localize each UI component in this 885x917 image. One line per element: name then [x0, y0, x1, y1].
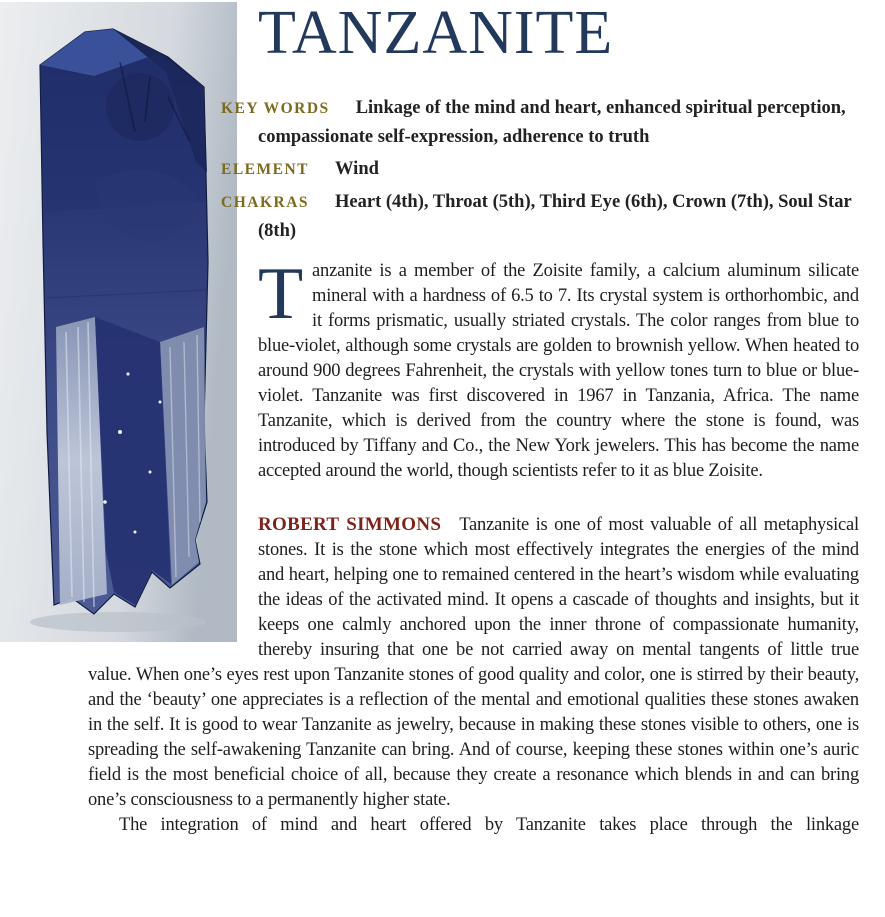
element-value: Wind	[335, 159, 379, 179]
key-words-value: Linkage of the mind and heart, enhanced spiritual perception, compassionate self-expression, adherence to truth	[258, 98, 846, 147]
key-words-label: KEY WORDS	[221, 100, 330, 117]
author-name-label: ROBERT SIMMONS	[258, 514, 442, 535]
book-page-tanzanite	[0, 2, 885, 917]
chakras-label: CHAKRAS	[221, 194, 310, 211]
chakras-value: Heart (4th), Throat (5th), Third Eye (6th), Crown (7th), Soul Star (8th)	[258, 192, 852, 241]
page	[0, 2, 885, 917]
author-text: Tanzanite is one of most valuable of all metaphysical stones. It is the stone which most effectively integrates the energies of the mind and heart, helping one to remained centered in the heart’s wisdom while evaluating the ideas of the activated mind. It opens a cascade of thoughts and insights, but it keeps one calmly anchored upon the inner throne of compassionate humanity, thereby insuring that one be not carried away on mental tangents of little true value. When one’s eyes rest upon Tanzanite stones of good quality and color, one is stirred by their beauty, and the ‘beauty’ one appreciates is a reflection of the mental and emotional qualities these stones awaken in the self. It is good to wear Tanzanite as jewelry, because in making these stones visible to others, one is spreading the self-awakening Tanzanite can bring. And of course, keeping these stones within one’s auric field is the most beneficial choice of all, because they create a resonance which blends in and can bring one’s consciousness to a permanently higher state.	[88, 515, 859, 810]
crystal-photo-illustration	[0, 2, 237, 642]
closing-paragraph: The integration of mind and heart offered by Tanzanite takes place through the linkage	[119, 815, 859, 835]
tanzanite-crystal-photo	[0, 2, 237, 642]
drop-cap: T	[258, 253, 304, 335]
page-title: TANZANITE	[258, 0, 614, 67]
element-label: ELEMENT	[221, 161, 310, 178]
intro-text: anzanite is a member of the Zoisite family, a calcium aluminum silicate mineral with a hardness of 6.5 to 7. Its crystal system is orthorhombic, and it forms prismatic, usually striated crystals. The color ranges from blue to blue-violet, although some crystals are golden to brownish yellow. When heated to around 900 degrees Fahrenheit, the crystals with yellow tones turn to blue or blue-violet. Tanzanite was first discovered in 1967 in Tanzania, Africa. The name Tanzanite, which is derived from the country where the stone is found, was introduced by Tiffany and Co., the New York jewelers. This has become the name accepted around the world, though scientists refer to it as blue Zoisite.	[258, 261, 859, 481]
